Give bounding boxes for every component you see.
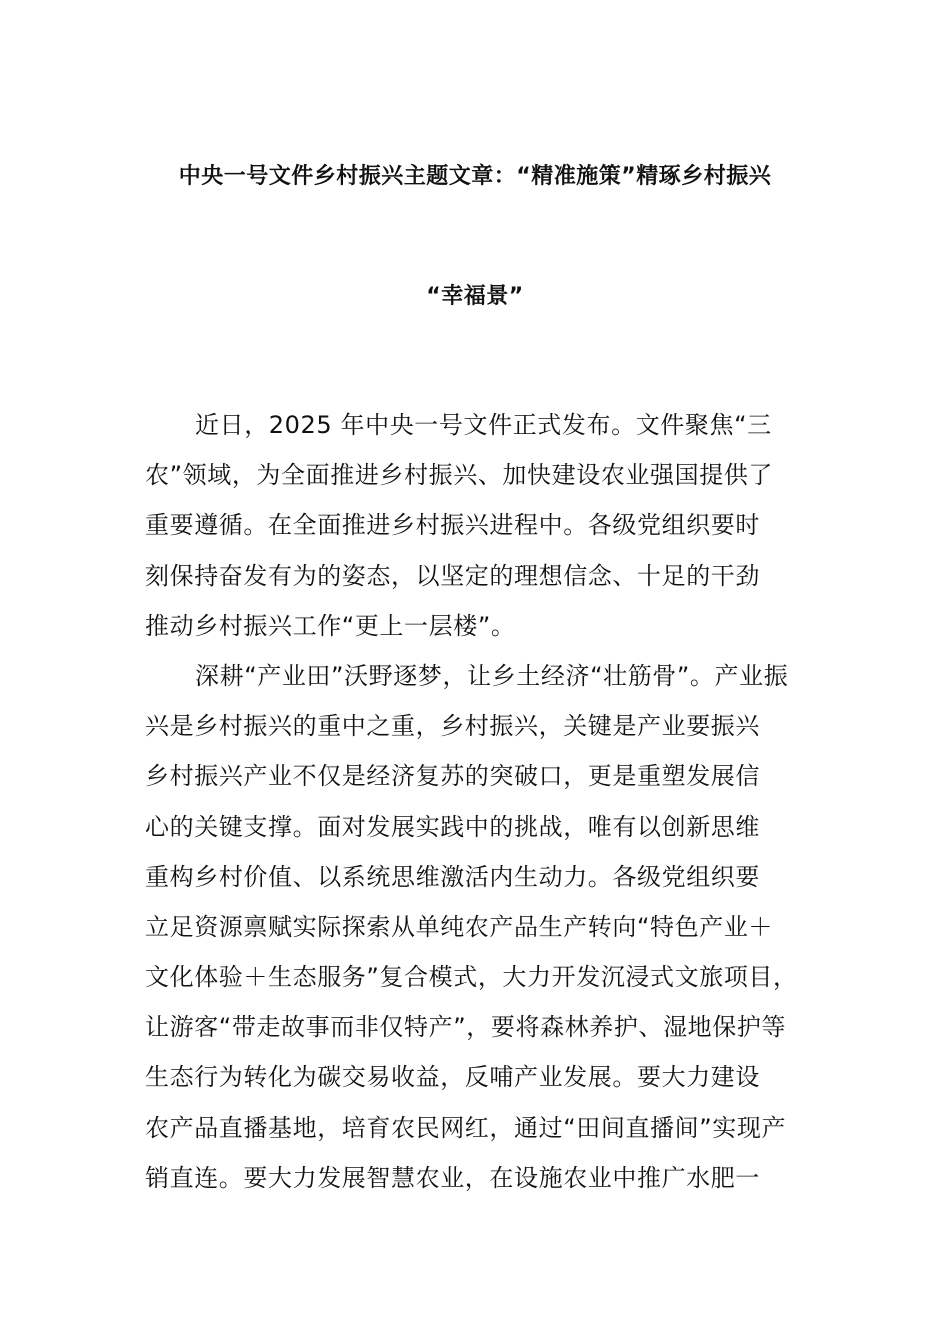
paragraph-line: 立足资源禀赋实际探索从单纯农产品生产转向“特色产业＋ (145, 912, 774, 941)
paragraph-1 (145, 400, 835, 651)
paragraph-2 (145, 651, 835, 1203)
paragraph-line: 销直连。要大力发展智慧农业，在设施农业中推广水肥一 (145, 1163, 760, 1192)
paragraph-line: 刻保持奋发有为的姿态，以坚定的理想信念、十足的干劲 (145, 561, 760, 590)
paragraph-line: 让游客“带走故事而非仅特产”，要将森林养护、湿地保护等 (145, 1013, 787, 1042)
paragraph-line: 生态行为转化为碳交易收益，反哺产业发展。要大力建设 (145, 1063, 760, 1092)
paragraph-line: 农产品直播基地，培育农民网红，通过“田间直播间”实现产 (145, 1113, 787, 1142)
paragraph-line: 深耕“产业田”沃野逐梦，让乡土经济“壮筋骨”。产业振 (195, 661, 789, 690)
paragraph-line: 农”领域，为全面推进乡村振兴、加快建设农业强国提供了 (145, 461, 774, 490)
paragraph-line: 重构乡村价值、以系统思维激活内生动力。各级党组织要 (145, 862, 760, 891)
paragraph-line: 推动乡村振兴工作“更上一层楼”。 (145, 611, 516, 640)
paragraph-line: 文化体验＋生态服务”复合模式，大力开发沉浸式文旅项目， (145, 963, 798, 992)
document-title-line-1: 中央一号文件乡村振兴主题文章：“精准施策”精琢乡村振兴 (178, 164, 772, 189)
paragraph-line: 重要遵循。在全面推进乡村振兴进程中。各级党组织要时 (145, 511, 760, 540)
paragraph-line: 兴是乡村振兴的重中之重，乡村振兴，关键是产业要振兴 (145, 712, 760, 741)
paragraph-line: 乡村振兴产业不仅是经济复苏的突破口，更是重塑发展信 (145, 762, 760, 791)
paragraph-line: 心的关键支撑。面对发展实践中的挑战，唯有以创新思维 (145, 812, 760, 841)
document-body (145, 400, 835, 1203)
document-title-line-2: “幸福景” (426, 284, 524, 309)
paragraph-line: 近日，2025 年中央一号文件正式发布。文件聚焦“三 (195, 411, 772, 439)
